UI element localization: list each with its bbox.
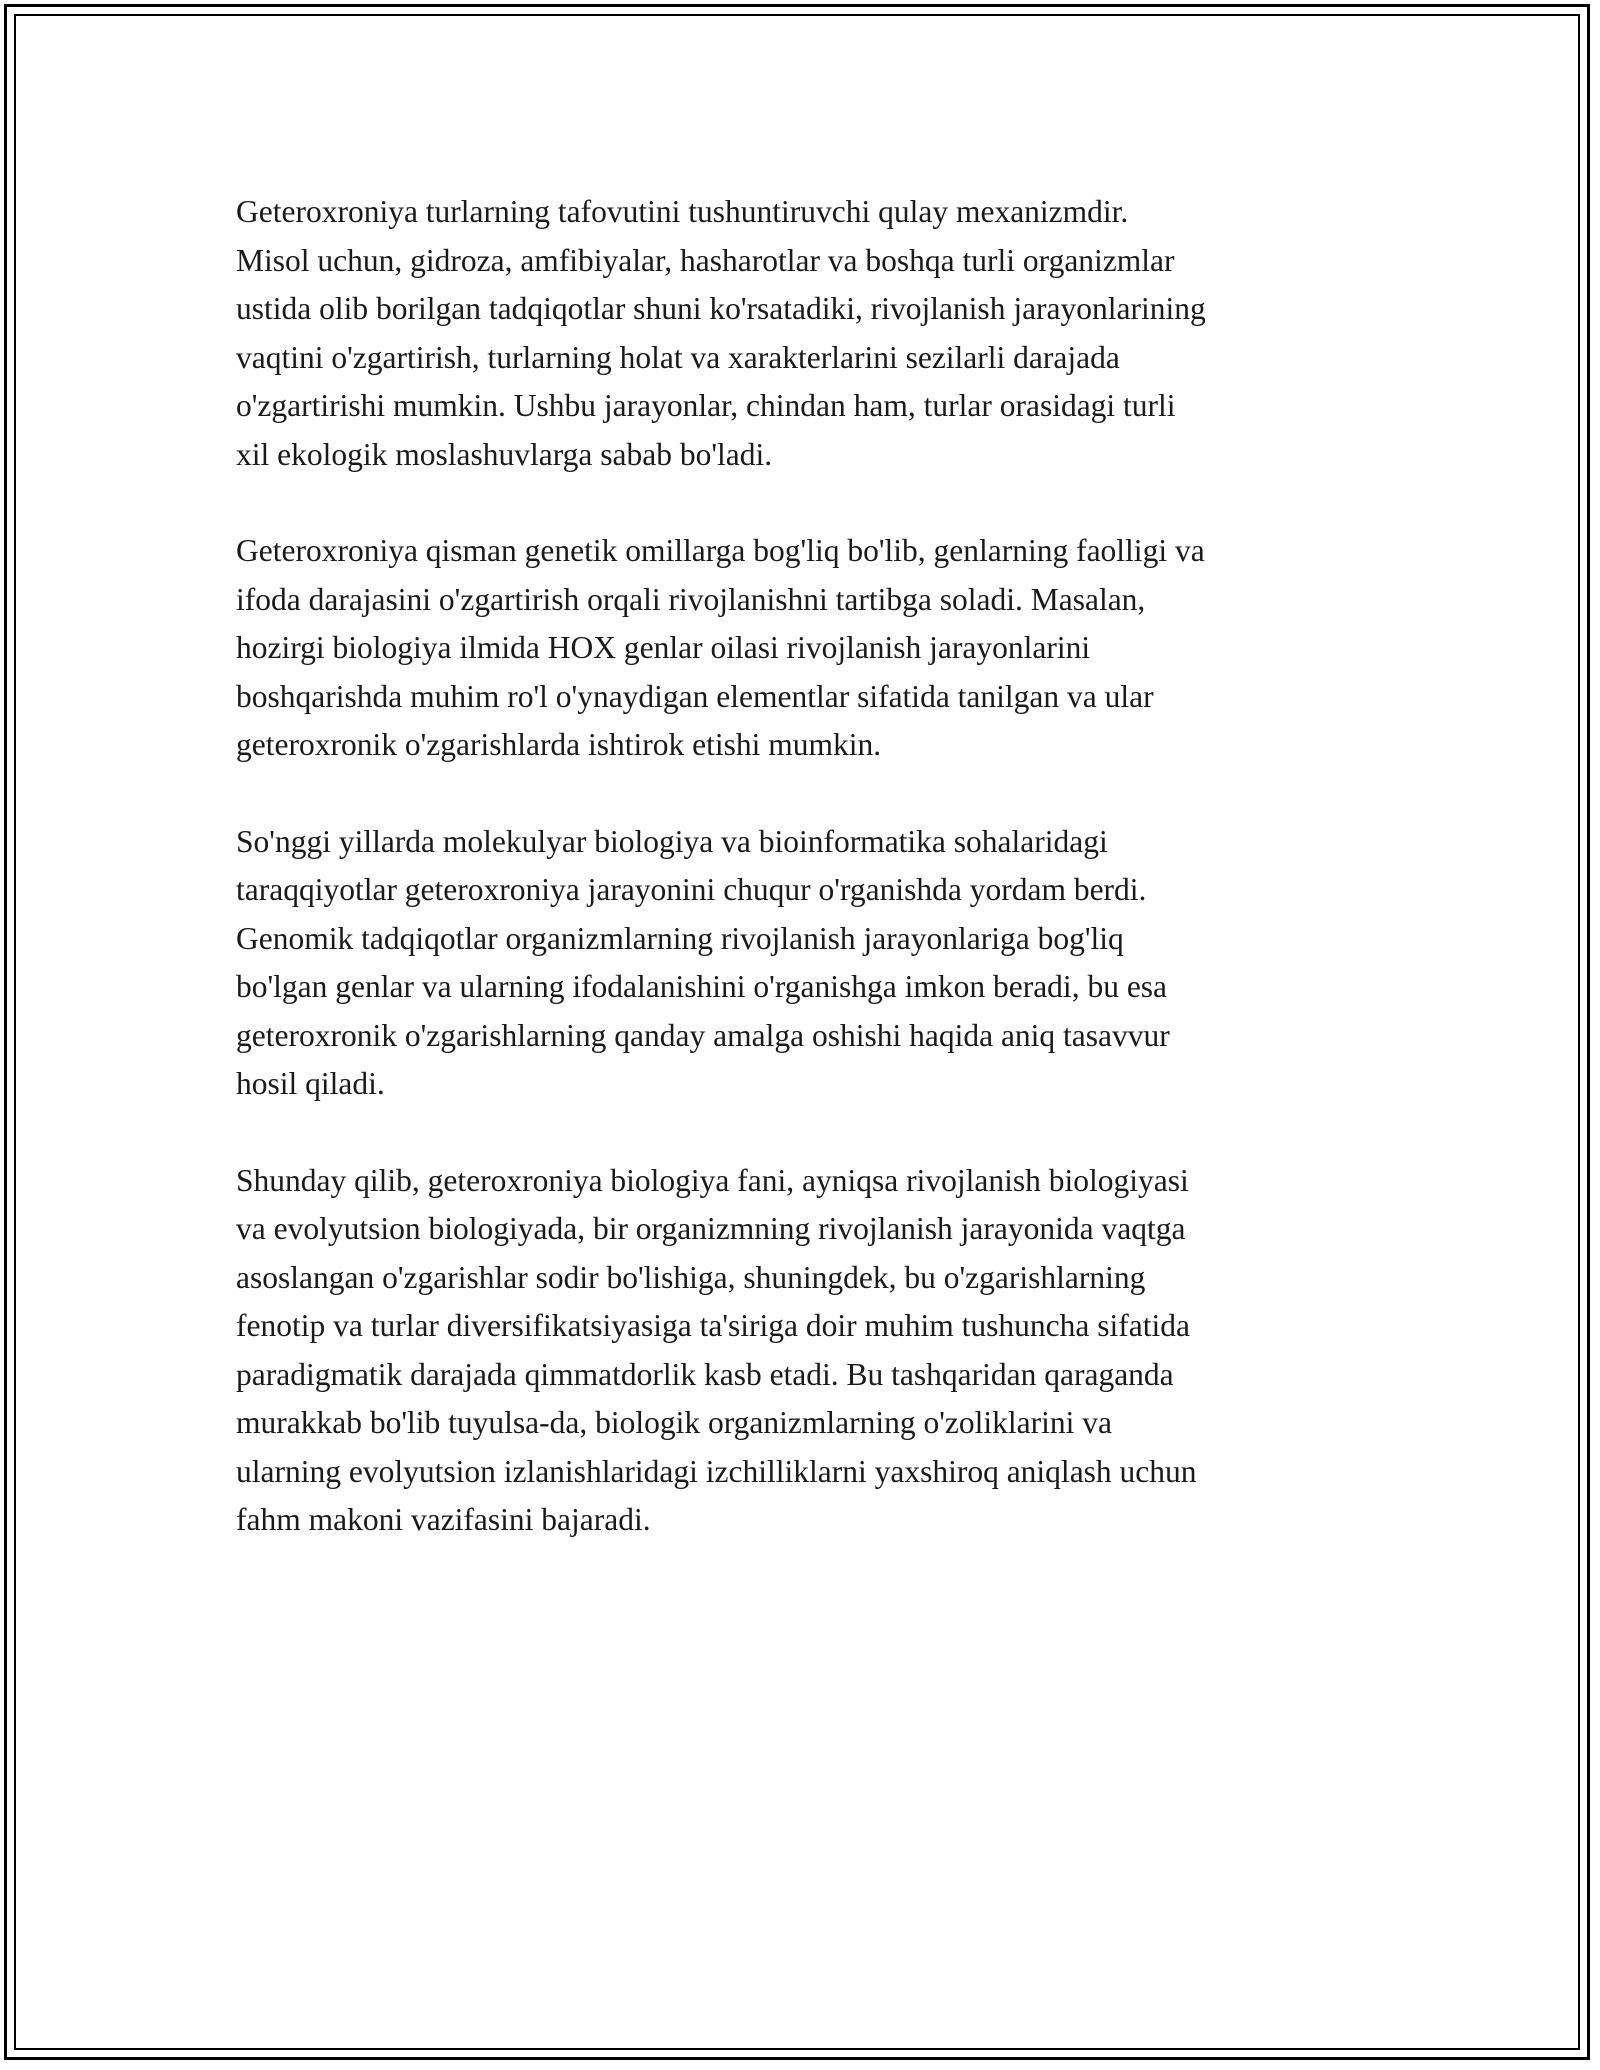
paragraph-4: Shunday qilib, geteroxroniya biologiya fani, ayniqsa rivojlanish biologiyasi va evolyutsion biologiyada, bir organizmning rivojlanish jarayonida vaqtga asoslangan o'zgarishlar sodir bo'lishiga, shuningdek, bu o'zgarishlarning fenotip va turlar diversifikatsiyasiga ta'siriga doir muhim tushuncha sifatida paradigmatik darajada qimmatdorlik kasb etadi. Bu tashqaridan qaraganda murakkab bo'lib tuyulsa-da, biologik organizmlarning o'zoliklarini va ularning evolyutsion izlanishlaridagi izchilliklarni yaxshiroq aniqlash uchun fahm makoni vazifasini bajaradi. <box>236 1162 1197 1537</box>
paragraph-2: Geteroxroniya qisman genetik omillarga bog'liq bo'lib, genlarning faolligi va ifoda darajasini o'zgartirish orqali rivojlanishni tartibga soladi. Masalan, hozirgi biologiya ilmida HOX genlar oilasi rivojlanish jarayonlarini boshqarishda muhim ro'l o'ynaydigan elementlar sifatida tanilgan va ular geteroxronik o'zgarishlarda ishtirok etishi mumkin. <box>236 533 1205 762</box>
document-body <box>236 188 1376 1593</box>
paragraph-1: Geteroxroniya turlarning tafovutini tushuntiruvchi qulay mexanizmdir. Misol uchun, gidroza, amfibiyalar, hasharotlar va boshqa turli organizmlar ustida olib borilgan tadqiqotlar shuni ko'rsatadiki, rivojlanish jarayonlarining vaqtini o'zgartirish, turlarning holat va xarakterlarini sezilarli darajada o'zgartirishi mumkin. Ushbu jarayonlar, chindan ham, turlar orasidagi turli xil ekologik moslashuvlarga sabab bo'ladi. <box>236 194 1206 472</box>
paragraph-3: So'nggi yillarda molekulyar biologiya va bioinformatika sohalaridagi taraqqiyotlar geteroxroniya jarayonini chuqur o'rganishda yordam berdi. Genomik tadqiqotlar organizmlarning rivojlanish jarayonlariga bog'liq bo'lgan genlar va ularning ifodalanishini o'rganishga imkon beradi, bu esa geteroxronik o'zgarishlarning qanday amalga oshishi haqida aniq tasavvur hosil qiladi. <box>236 823 1170 1101</box>
